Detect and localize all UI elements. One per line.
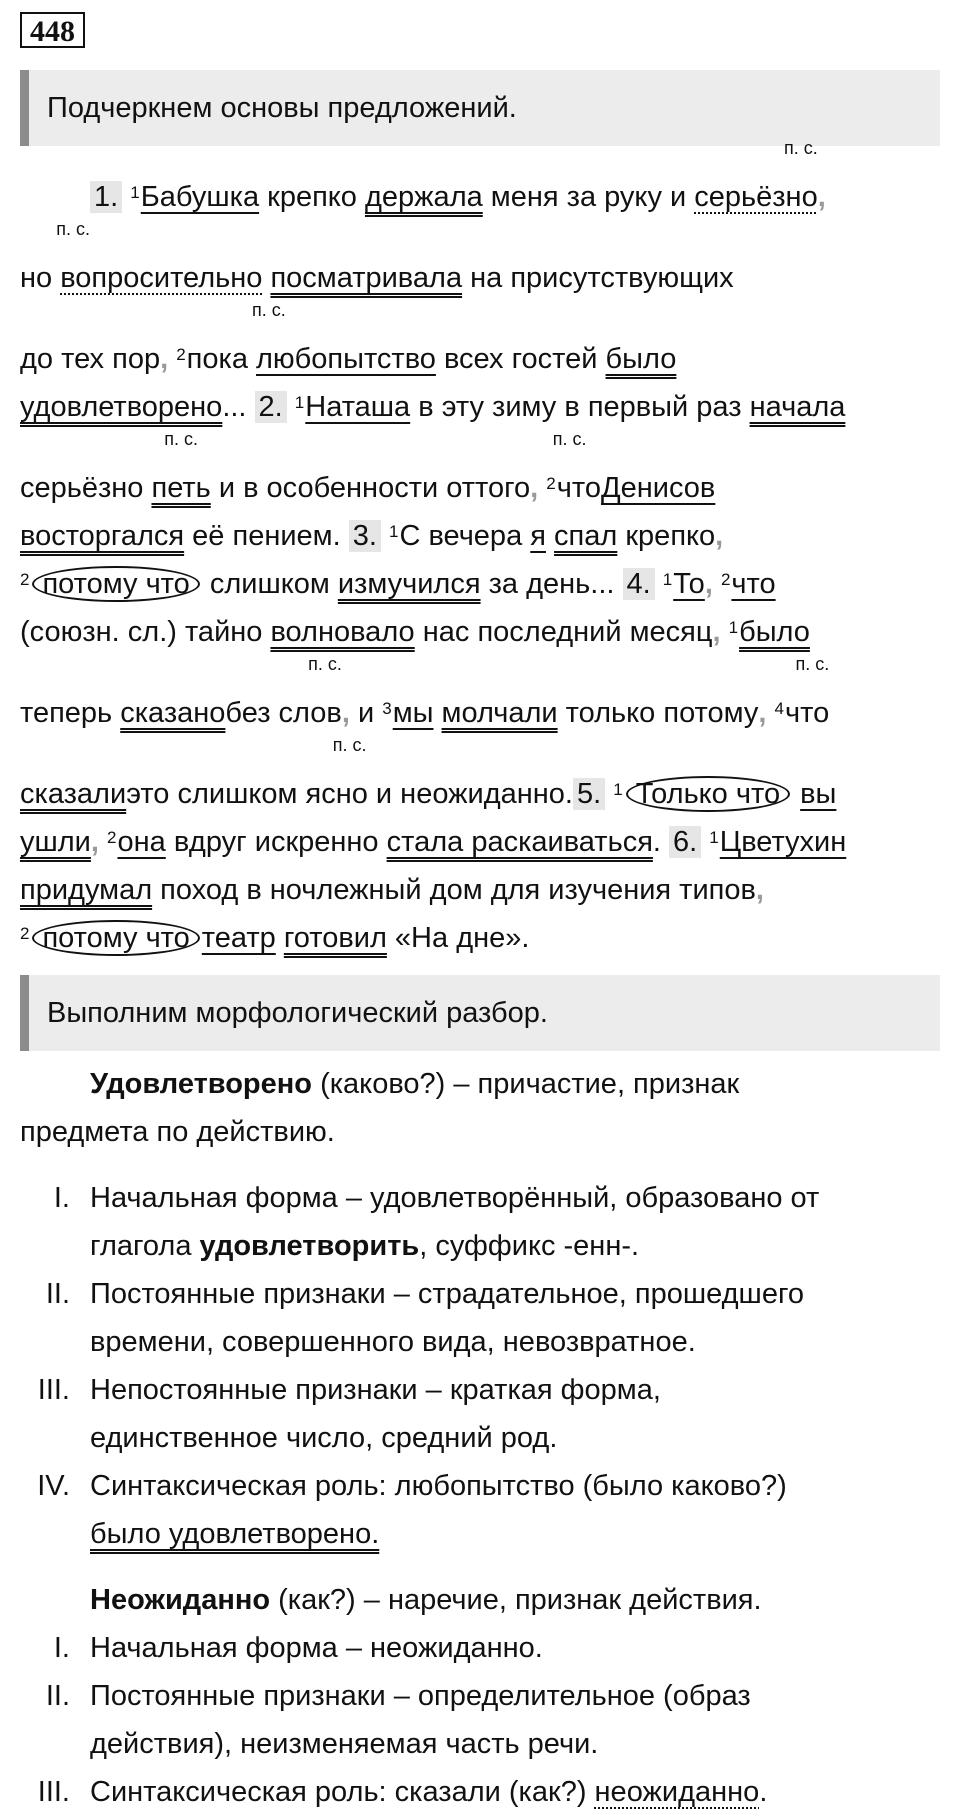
section-header-2 — [20, 975, 940, 1051]
text-line: (союзн. сл.) тайно волновало нас последний месяц, $^1$было — [20, 616, 810, 648]
list-item: III. Синтаксическая роль: сказали (как?) неожиданно. — [37, 1776, 768, 1808]
subject: она — [117, 826, 166, 858]
subject: театр — [201, 922, 276, 954]
analysis-heading: Неожиданно (как?) – наречие, признак действия. — [90, 1584, 762, 1616]
predicate: петь — [151, 472, 211, 504]
text-line: $^2$ потому что театр готовил «На дне». — [20, 922, 530, 954]
circled-conjunction: потому что — [32, 566, 199, 602]
section-header-1 — [20, 70, 940, 146]
list-item: III. Непостоянные признаки – краткая форма, единственное число, средний род. — [37, 1374, 661, 1454]
circled-conjunction: Только что — [626, 776, 790, 812]
list-item: I. Начальная форма – удовлетворённый, образовано от глагола удовлетворить, суффикс -енн-. — [53, 1182, 820, 1262]
subject: что — [731, 568, 776, 600]
text-line: 1. $^1$Бабушка крепко держала меня за руку и п. с. серьёзно, — [20, 173, 944, 221]
text-line: сказалип. с. это слишком ясно и неожиданно.5. $^1$ Только что вы — [20, 770, 944, 818]
subject: Бабушка — [140, 181, 260, 213]
predicate: было — [605, 343, 677, 375]
adverbial: серьёзно — [694, 181, 818, 213]
predicate: восторгался — [20, 520, 185, 552]
predicate: спал — [554, 520, 618, 552]
list-item: II. Постоянные признаки – определительное (образ действия), неизменяемая часть речи. — [45, 1680, 751, 1760]
subject: Наташа — [305, 391, 411, 423]
sentences-text — [20, 173, 944, 962]
predicate: ушли — [20, 826, 91, 858]
text-line: серьёзно п. с. петь и в особенности оттого, $^2$п. с. чтоДенисов — [20, 464, 944, 512]
subject: я — [530, 520, 546, 552]
subject: вы — [800, 778, 837, 810]
morph-analysis — [20, 1060, 944, 1816]
predicate: посматривала — [270, 262, 463, 294]
list-item: I. Начальная форма – неожиданно. — [53, 1632, 543, 1664]
section-title: Подчеркнем основы предложений. — [47, 92, 517, 124]
section-title: Выполним морфологический разбор. — [47, 997, 548, 1029]
text-line: удовлетворено... 2. $^1$Наташа в эту зиму в первый раз начала — [20, 391, 846, 423]
predicate: сказано — [120, 697, 226, 729]
predicate: начала — [749, 391, 846, 423]
predicate: сказали — [20, 778, 127, 810]
predicate: измучился — [337, 568, 481, 600]
subject: То — [673, 568, 705, 600]
circled-conjunction: потому что — [32, 920, 199, 956]
list-item: II. Постоянные признаки – страдательное, прошедшего времени, совершенного вида, невозвратное. — [45, 1278, 805, 1358]
list-item: IV. Синтаксическая роль: любопытство (было каково?) было удовлетворено. — [37, 1470, 787, 1550]
text-line: $^2$ потому что слишком измучился за день... 4. $^1$То, $^2$что — [20, 568, 776, 600]
adverbial: вопросительно — [60, 262, 263, 294]
subject: Денисов — [600, 472, 716, 504]
text-line: восторгался её пением. 3. $^1$С вечера я спал крепко, — [20, 520, 724, 552]
task-number: 448 — [20, 12, 85, 48]
predicate: было — [739, 616, 810, 648]
text-line: но п. с. вопросительно посматривала на присутствующих — [20, 254, 944, 302]
predicate: волновало — [270, 616, 415, 648]
text-line: ушли, $^2$она вдруг искренно стала раскаиваться. 6. $^1$Цветухин — [20, 826, 847, 858]
subject: мы — [392, 697, 434, 729]
subject: любопытство — [256, 343, 436, 375]
predicate: молчали — [441, 697, 558, 729]
analysis-heading-cont: предмета по действию. — [20, 1116, 335, 1148]
analysis-heading: Удовлетворено (каково?) – причастие, признак — [90, 1068, 740, 1100]
text-line: теперь сказаноп. с. без слов, и $^3$мы молчали только потому, $^4$п. с. что — [20, 689, 944, 737]
predicate: удовлетворено — [20, 391, 223, 423]
predicate: готовил — [283, 922, 387, 954]
predicate: держала — [364, 181, 483, 213]
text-line: до тех пор, $^2$пока п. с. любопытство всех гостей было — [20, 335, 944, 383]
subject: Цветухин — [719, 826, 847, 858]
predicate: придумал — [20, 874, 153, 906]
predicate: стала раскаиваться — [386, 826, 653, 858]
text-line: придумал поход в ночлежный дом для изучения типов, — [20, 874, 764, 906]
